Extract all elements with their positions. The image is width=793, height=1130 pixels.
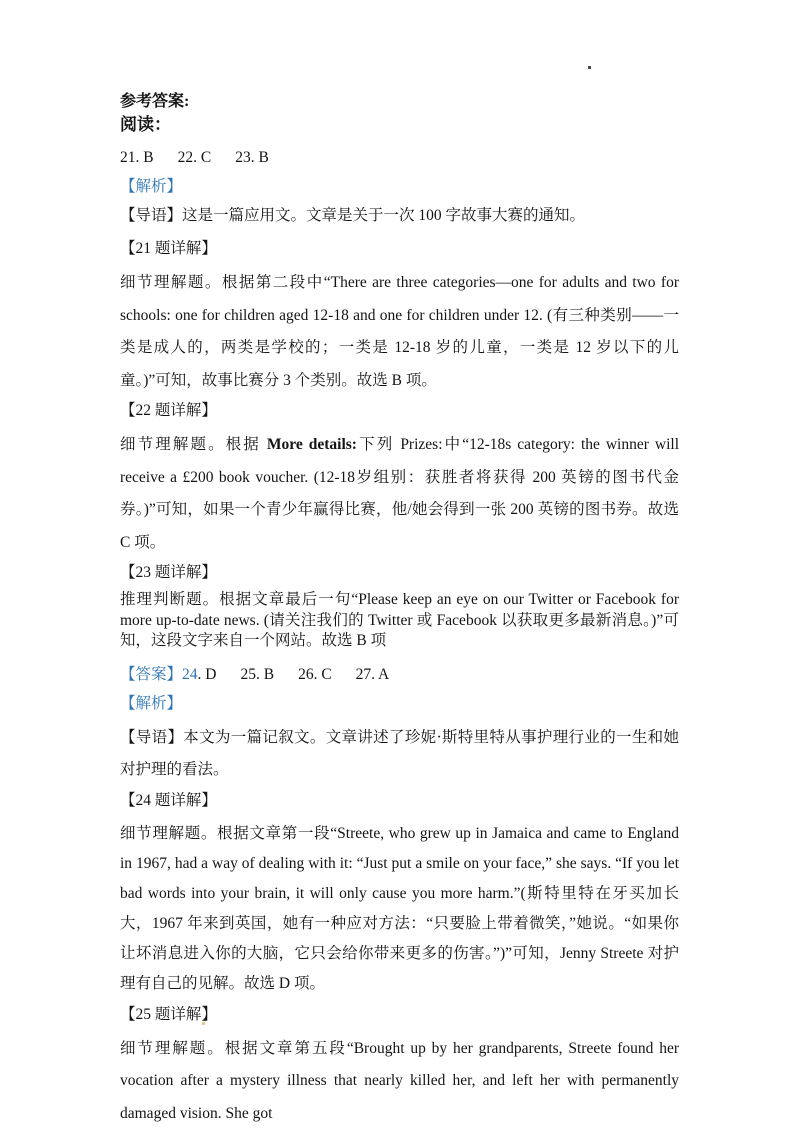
q22-heading: 【22 题详解】	[120, 401, 679, 420]
answer-item: 25. B	[240, 666, 274, 683]
q22-body-pre: 细节理解题。根据	[120, 436, 267, 453]
stray-ink-mark	[588, 66, 591, 69]
q22-body	[120, 429, 679, 559]
page-title: 参考答案:	[120, 92, 679, 112]
reading-section-title: 阅读：	[120, 114, 679, 135]
answer-row-1	[120, 148, 679, 167]
answer-row-2	[120, 665, 679, 684]
q21-body: 细节理解题。根据第二段中“There are three categories—one for adults and two for schools: one for children aged 12-18 and one for children under 12. (有三种类别——一类是成人的，两类是学校的；一类是 12-18 岁的儿童，一类是 12 岁以下的儿童。)”可知，故事比赛分 3 个类别。故选 B 项。	[120, 267, 679, 397]
answer-item: 27. A	[356, 666, 390, 683]
analysis-label-2	[120, 694, 679, 713]
stray-highlight-mark	[202, 1022, 205, 1025]
q22-bold-phrase: More details:	[267, 436, 357, 453]
q25-body: 细节理解题。根据文章第五段“Brought up by her grandparents, Streete found her vocation after a mystery illness that nearly killed her, and left her with permanently damaged vision. She got	[120, 1033, 679, 1130]
answer-item: 23. B	[235, 149, 269, 166]
answer-item-num: 24	[182, 666, 198, 683]
q25-heading: 【25 题详解】	[120, 1005, 679, 1024]
answer-label: 【答案】	[120, 666, 182, 683]
q23-heading: 【23 题详解】	[120, 563, 679, 582]
intro-paragraph-1: 【导语】这是一篇应用文。文章是关于一次 100 字故事大赛的通知。	[120, 206, 679, 225]
analysis-label-text: 【解析】	[120, 178, 182, 195]
q22-body-post: 下列 Prizes:中“12-18s category: the winner will receive a £200 book voucher. (12-18岁组别：获胜者将获得 200 英镑的图书代金券。)”可知，如果一个青少年赢得比赛，他/她会得到一张 200 英镑的图书券。故选 C 项。	[120, 436, 679, 551]
q21-heading: 【21 题详解】	[120, 239, 679, 258]
answer-item-letter: . D	[198, 666, 217, 683]
answer-item: 26. C	[298, 666, 332, 683]
analysis-label-1	[120, 177, 679, 196]
q24-heading: 【24 题详解】	[120, 791, 679, 810]
answer-item: 22. C	[178, 149, 212, 166]
intro-paragraph-2: 【导语】本文为一篇记叙文。文章讲述了珍妮·斯特里特从事护理行业的一生和她对护理的看法。	[120, 722, 679, 787]
analysis-label-text: 【解析】	[120, 695, 182, 712]
answer-item: 21. B	[120, 149, 154, 166]
q24-body: 细节理解题。根据文章第一段“Streete, who grew up in Jamaica and came to England in 1967, had a way of dealing with it: “Just put a smile on your face,” she says. “If you let bad words into your brain, it will only cause you more harm.”(斯特里特在牙买加长大，1967 年来到英国，她有一种应对方法：“只要脸上带着微笑，”她说。“如果你让坏消息进入你的大脑，它只会给你带来更多的伤害。”)”可知，Jenny Streete 对护理有自己的见解。故选 D 项。	[120, 819, 679, 999]
q23-body: 推理判断题。根据文章最后一句“Please keep an eye on our Twitter or Facebook for more up-to-date news. (请关注我们的 Twitter 或 Facebook 以获取更多最新消息。)”可知，这段文字来自一个网站。故选 B 项	[120, 590, 679, 652]
